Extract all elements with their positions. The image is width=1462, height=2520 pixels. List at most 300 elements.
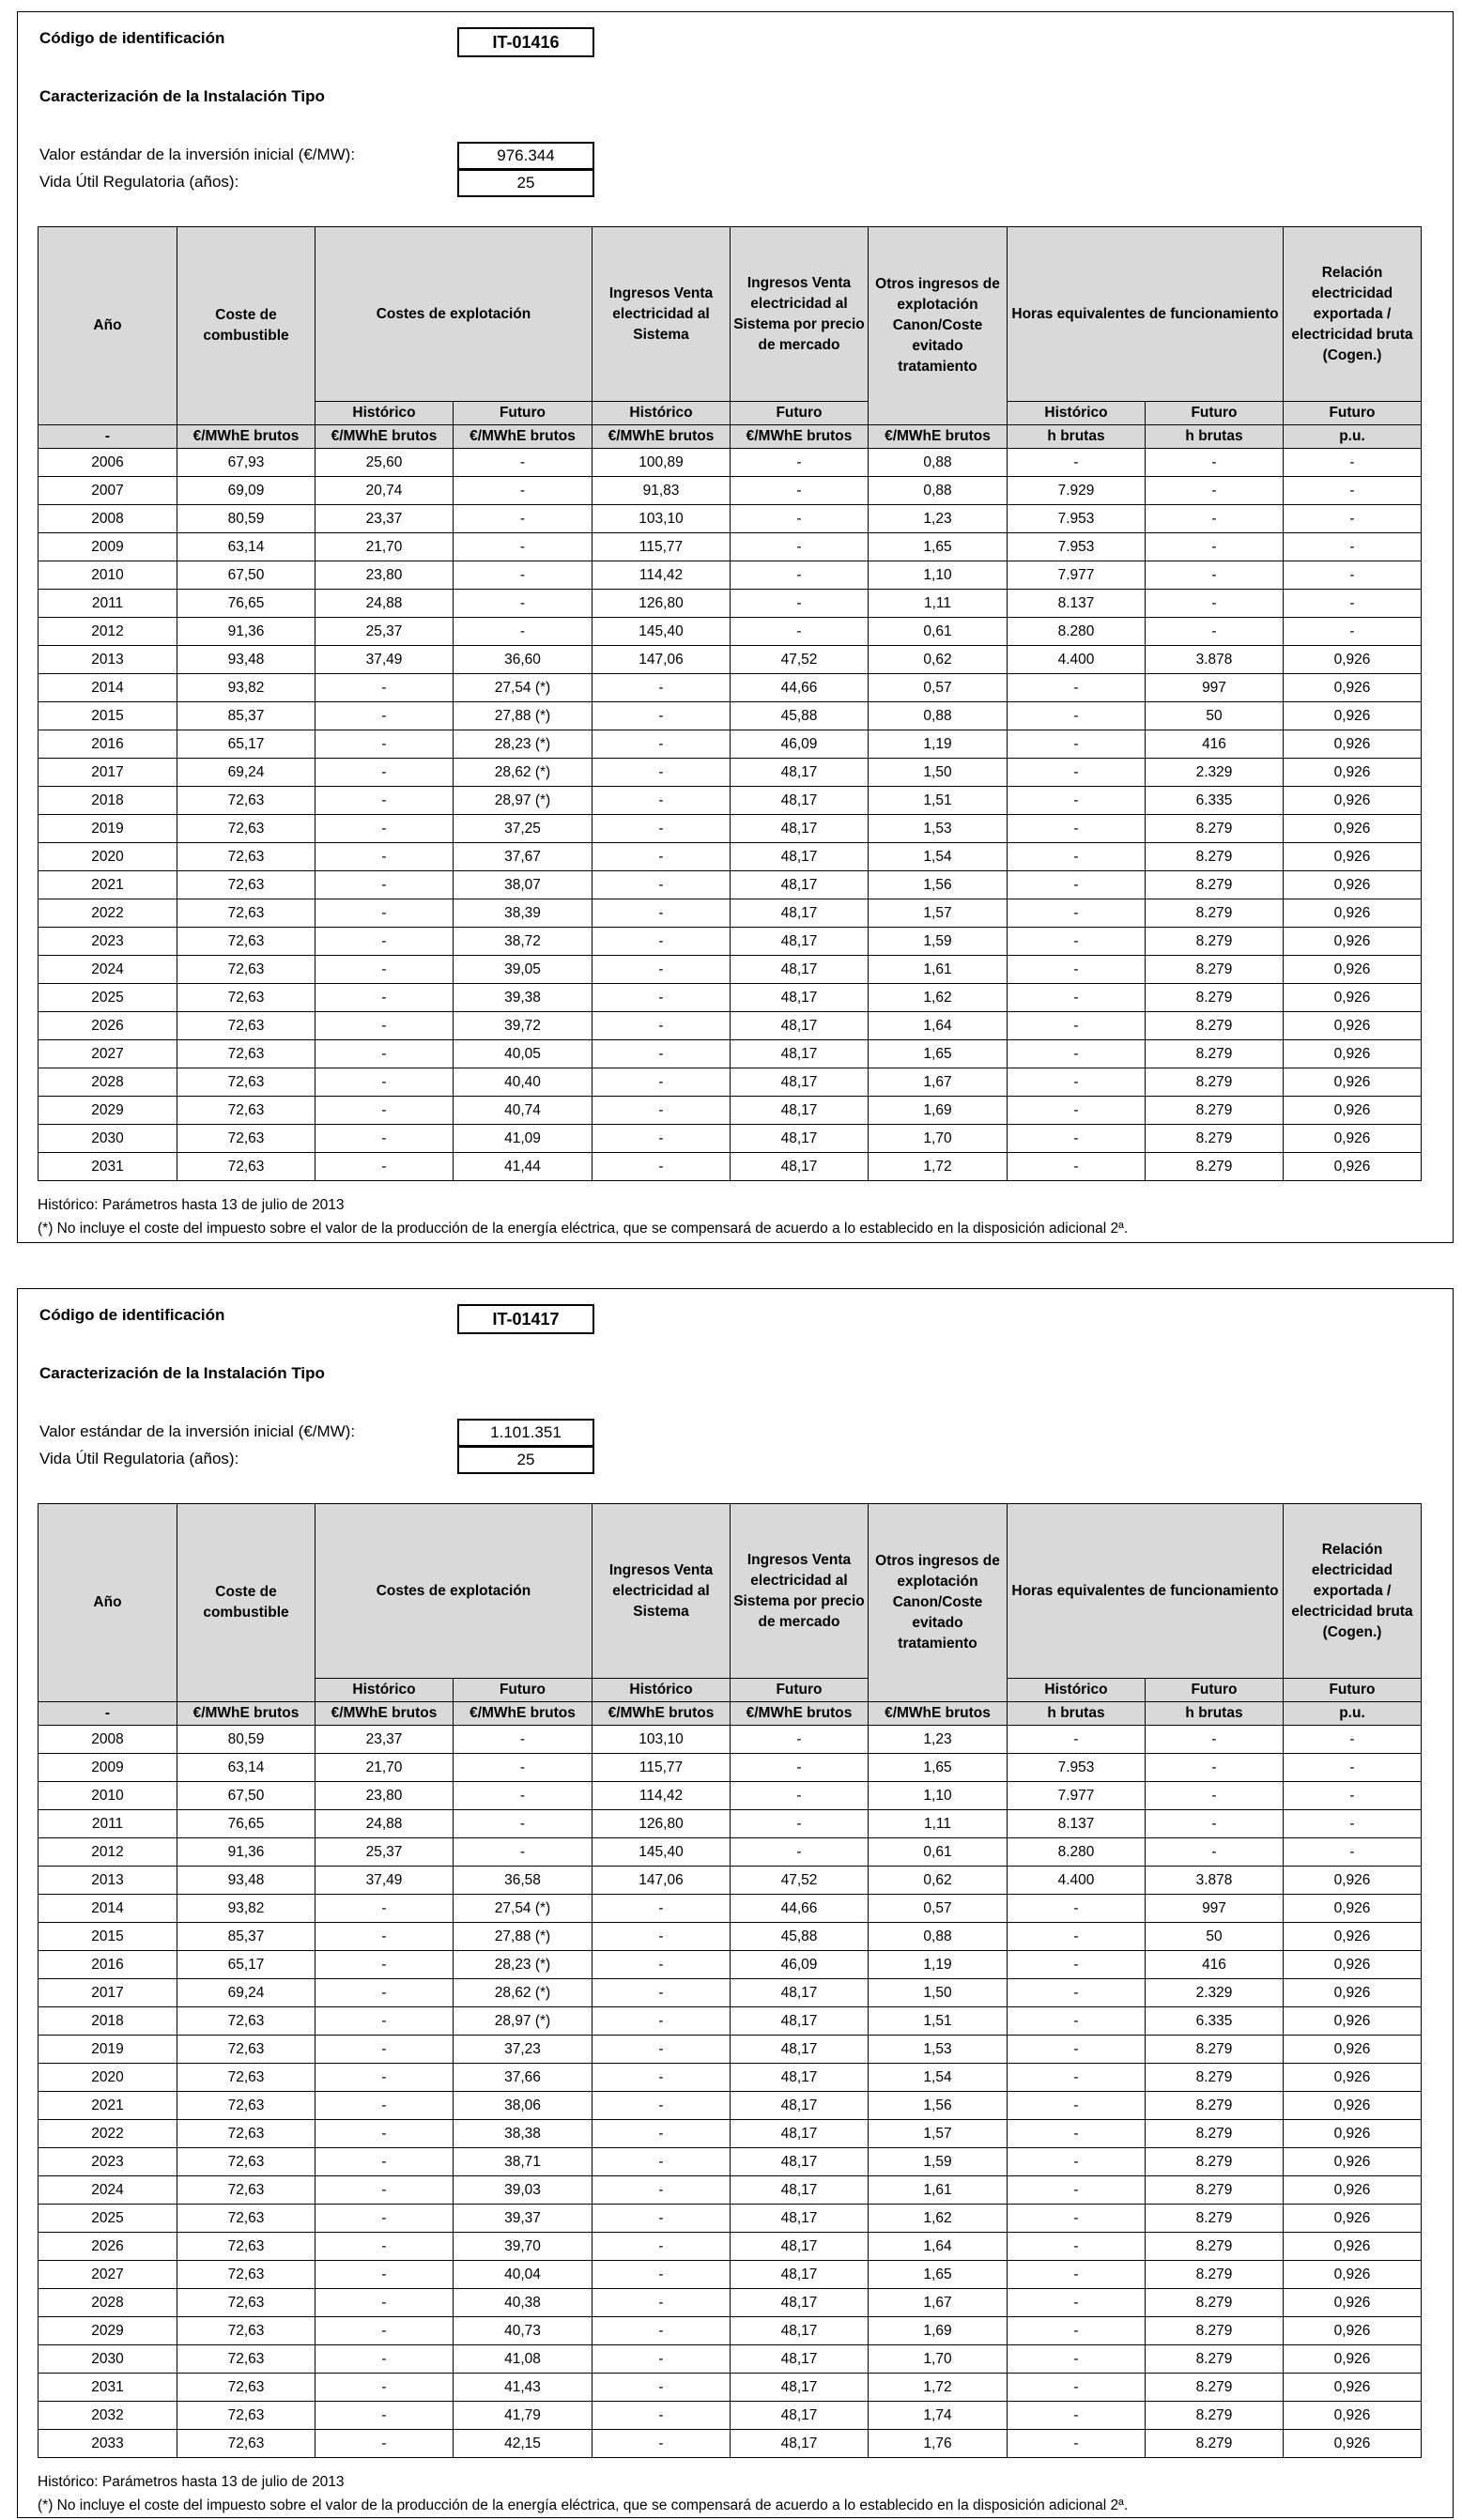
table-row	[38, 899, 1422, 928]
table-cell: 7.953	[1008, 505, 1146, 533]
table-cell: 38,07	[454, 871, 592, 899]
table-cell: -	[731, 1782, 869, 1810]
table-cell: -	[315, 2064, 454, 2092]
table-cell: 2022	[38, 899, 177, 928]
table-cell: 72,63	[177, 928, 315, 956]
table-cell: -	[592, 2233, 731, 2261]
unit-ratio: p.u.	[1284, 1702, 1422, 1726]
table-row	[38, 1125, 1422, 1153]
table-cell: 1,50	[869, 759, 1008, 787]
subheader-hours-fut: Futuro	[1146, 1679, 1284, 1702]
table-cell: 41,09	[454, 1125, 592, 1153]
table-cell: 1,67	[869, 2289, 1008, 2317]
table-cell: 2028	[38, 2289, 177, 2317]
table-cell: -	[592, 1153, 731, 1181]
table-cell: -	[1008, 1979, 1146, 2007]
table-cell: 8.279	[1146, 815, 1284, 843]
table-cell: 0,57	[869, 674, 1008, 702]
table-cell: 2032	[38, 2402, 177, 2430]
table-cell: 48,17	[731, 2176, 869, 2205]
subheader-opex-hist: Histórico	[315, 402, 454, 425]
table-cell: 2025	[38, 984, 177, 1012]
table-cell: -	[1284, 618, 1422, 646]
table-cell: 0,61	[869, 1838, 1008, 1867]
table-cell: -	[454, 1726, 592, 1754]
table-cell: -	[1146, 505, 1284, 533]
table-row	[38, 1951, 1422, 1979]
table-cell: -	[592, 2345, 731, 2374]
table-cell: -	[592, 2092, 731, 2120]
table-cell: 2009	[38, 533, 177, 561]
unit-hours-fut: h brutas	[1146, 425, 1284, 449]
table-cell: 1,53	[869, 815, 1008, 843]
table-cell: 39,70	[454, 2233, 592, 2261]
table-cell: 2017	[38, 759, 177, 787]
table-body	[38, 1726, 1422, 2458]
table-cell: 2021	[38, 2092, 177, 2120]
table-cell: -	[1284, 477, 1422, 505]
header-other: Otros ingresos de explotación Canon/Coste evitado tratamiento	[869, 227, 1008, 425]
table-cell: -	[1146, 618, 1284, 646]
table-cell: 42,15	[454, 2430, 592, 2458]
table-cell: -	[1008, 928, 1146, 956]
table-cell: -	[1008, 2289, 1146, 2317]
table-cell: 0,926	[1284, 2261, 1422, 2289]
table-row	[38, 477, 1422, 505]
table-cell: -	[731, 1810, 869, 1838]
note-asterisk: (*) No incluye el coste del impuesto sobre el valor de la producción de la energía eléctrica, que se compensará de acuerdo a lo establecido en la disposición adicional 2ª.	[38, 1221, 1129, 1237]
table-cell: -	[592, 899, 731, 928]
table-cell: 1,72	[869, 1153, 1008, 1181]
table-cell: -	[315, 956, 454, 984]
table-cell: 1,65	[869, 1040, 1008, 1068]
installation-panel-1	[17, 11, 1454, 1243]
header-sales: Ingresos Venta electricidad al Sistema	[592, 227, 731, 402]
table-cell: 72,63	[177, 2289, 315, 2317]
table-row	[38, 1068, 1422, 1097]
table-row	[38, 2148, 1422, 2176]
subheader-opex-fut: Futuro	[454, 1679, 592, 1702]
table-cell: 0,926	[1284, 2007, 1422, 2036]
table-cell: 2031	[38, 1153, 177, 1181]
table-cell: 1,11	[869, 590, 1008, 618]
subheader-opex-fut: Futuro	[454, 402, 592, 425]
table-cell: 40,74	[454, 1097, 592, 1125]
table-cell: -	[315, 674, 454, 702]
table-cell: 8.279	[1146, 1097, 1284, 1125]
table-cell: 0,926	[1284, 956, 1422, 984]
table-row	[38, 1726, 1422, 1754]
note-historical: Histórico: Parámetros hasta 13 de julio de 2013	[38, 1197, 345, 1213]
table-cell: 48,17	[731, 1153, 869, 1181]
table-cell: 145,40	[592, 618, 731, 646]
table-cell: -	[1008, 1895, 1146, 1923]
table-cell: 100,89	[592, 449, 731, 477]
table-cell: 2015	[38, 1923, 177, 1951]
table-cell: 72,63	[177, 2120, 315, 2148]
table-cell: 1,61	[869, 2176, 1008, 2205]
table-cell: 39,38	[454, 984, 592, 1012]
table-cell: 48,17	[731, 984, 869, 1012]
unit-ratio: p.u.	[1284, 425, 1422, 449]
table-cell: 0,926	[1284, 1867, 1422, 1895]
table-cell: 0,926	[1284, 1895, 1422, 1923]
table-cell: 1,64	[869, 1012, 1008, 1040]
table-cell: 2021	[38, 871, 177, 899]
table-cell: 8.279	[1146, 1068, 1284, 1097]
table-cell: 85,37	[177, 1923, 315, 1951]
table-cell: -	[592, 730, 731, 759]
table-cell: 0,62	[869, 1867, 1008, 1895]
table-cell: 2006	[38, 449, 177, 477]
table-cell: 41,79	[454, 2402, 592, 2430]
table-cell: 8.137	[1008, 590, 1146, 618]
table-cell: -	[1008, 984, 1146, 1012]
table-cell: 40,04	[454, 2261, 592, 2289]
table-cell: 2012	[38, 618, 177, 646]
table-cell: -	[1284, 1754, 1422, 1782]
table-cell: 72,63	[177, 2261, 315, 2289]
table-cell: 48,17	[731, 2233, 869, 2261]
subheader-hours-hist: Histórico	[1008, 402, 1146, 425]
table-cell: -	[731, 533, 869, 561]
table-cell: 67,93	[177, 449, 315, 477]
table-cell: 27,88 (*)	[454, 1923, 592, 1951]
table-cell: -	[592, 2430, 731, 2458]
header-ratio: Relación electricidad exportada / electricidad bruta (Cogen.)	[1284, 227, 1422, 402]
table-cell: 48,17	[731, 1040, 869, 1068]
table-row	[38, 449, 1422, 477]
table-cell: 0,926	[1284, 1979, 1422, 2007]
table-cell: 37,23	[454, 2036, 592, 2064]
table-cell: -	[592, 2402, 731, 2430]
table-cell: 72,63	[177, 2317, 315, 2345]
table-cell: 7.953	[1008, 533, 1146, 561]
table-cell: 48,17	[731, 2317, 869, 2345]
table-cell: -	[315, 1153, 454, 1181]
table-cell: 72,63	[177, 843, 315, 871]
table-cell: 65,17	[177, 1951, 315, 1979]
table-cell: 2019	[38, 2036, 177, 2064]
table-cell: 8.280	[1008, 618, 1146, 646]
table-cell: 72,63	[177, 984, 315, 1012]
table-cell: 45,88	[731, 1923, 869, 1951]
table-row	[38, 1923, 1422, 1951]
table-cell: 2028	[38, 1068, 177, 1097]
table-cell: 48,17	[731, 2007, 869, 2036]
table-cell: 1,69	[869, 2317, 1008, 2345]
table-cell: 85,37	[177, 702, 315, 730]
table-cell: 48,17	[731, 2092, 869, 2120]
table-cell: 80,59	[177, 505, 315, 533]
table-cell: 48,17	[731, 2430, 869, 2458]
table-cell: 1,51	[869, 787, 1008, 815]
table-row	[38, 674, 1422, 702]
table-cell: 7.929	[1008, 477, 1146, 505]
table-cell: 48,17	[731, 899, 869, 928]
table-cell: -	[1008, 1125, 1146, 1153]
table-row	[38, 618, 1422, 646]
table-cell: 67,50	[177, 1782, 315, 1810]
table-cell: 48,17	[731, 2064, 869, 2092]
unit-opex-hist: €/MWhE brutos	[315, 425, 454, 449]
table-cell: 27,54 (*)	[454, 674, 592, 702]
installation-panel-2	[17, 1288, 1454, 2518]
table-cell: -	[592, 2064, 731, 2092]
table-cell: 147,06	[592, 646, 731, 674]
table-cell: 0,926	[1284, 2430, 1422, 2458]
subheader-hours-fut: Futuro	[1146, 402, 1284, 425]
table-cell: 48,17	[731, 2345, 869, 2374]
data-table	[38, 226, 1422, 1181]
table-cell: 72,63	[177, 2064, 315, 2092]
table-cell: 2.329	[1146, 759, 1284, 787]
table-cell: 0,926	[1284, 2064, 1422, 2092]
subheader-ratio-fut: Futuro	[1284, 402, 1422, 425]
table-cell: 3.878	[1146, 1867, 1284, 1895]
table-cell: -	[592, 871, 731, 899]
table-cell: -	[1008, 1012, 1146, 1040]
table-cell: 8.137	[1008, 1810, 1146, 1838]
table-row	[38, 1153, 1422, 1181]
table-cell: 1,62	[869, 2205, 1008, 2233]
table-cell: -	[315, 899, 454, 928]
table-cell: 69,09	[177, 477, 315, 505]
table-cell: 2011	[38, 1810, 177, 1838]
table-cell: 50	[1146, 1923, 1284, 1951]
table-cell: 37,66	[454, 2064, 592, 2092]
table-cell: -	[731, 618, 869, 646]
investment-value: 1.101.351	[457, 1419, 594, 1447]
table-row	[38, 1012, 1422, 1040]
table-cell: 72,63	[177, 2205, 315, 2233]
table-cell: 114,42	[592, 561, 731, 590]
table-cell: -	[315, 843, 454, 871]
unit-market: €/MWhE brutos	[731, 1702, 869, 1726]
code-value: IT-01416	[457, 27, 594, 57]
table-cell: -	[1008, 2176, 1146, 2205]
table-row	[38, 2289, 1422, 2317]
header-fuel: Coste de combustible	[177, 227, 315, 425]
table-cell: 8.279	[1146, 2402, 1284, 2430]
table-cell: -	[1146, 1782, 1284, 1810]
table-cell: 0,926	[1284, 843, 1422, 871]
table-cell: -	[1008, 815, 1146, 843]
subheader-hours-hist: Histórico	[1008, 1679, 1146, 1702]
table-cell: 2010	[38, 1782, 177, 1810]
table-cell: 8.279	[1146, 2374, 1284, 2402]
table-cell: 8.280	[1008, 1838, 1146, 1867]
table-cell: -	[731, 449, 869, 477]
table-cell: -	[1284, 1726, 1422, 1754]
table-cell: 0,926	[1284, 1040, 1422, 1068]
table-cell: -	[592, 702, 731, 730]
table-cell: 0,926	[1284, 2036, 1422, 2064]
code-label: Código de identificación	[39, 1306, 225, 1324]
table-cell: 2018	[38, 2007, 177, 2036]
table-cell: 48,17	[731, 2120, 869, 2148]
table-cell: -	[1008, 1726, 1146, 1754]
table-cell: 72,63	[177, 956, 315, 984]
header-hours: Horas equivalentes de funcionamiento	[1008, 227, 1284, 402]
table-cell: -	[315, 2402, 454, 2430]
table-cell: 1,70	[869, 2345, 1008, 2374]
unit-hours-hist: h brutas	[1008, 425, 1146, 449]
table-row	[38, 730, 1422, 759]
table-cell: -	[731, 505, 869, 533]
table-cell: 4.400	[1008, 1867, 1146, 1895]
table-cell: 1,65	[869, 533, 1008, 561]
table-cell: -	[454, 590, 592, 618]
life-value: 25	[457, 1446, 594, 1474]
table-cell: -	[592, 2261, 731, 2289]
table-cell: 115,77	[592, 533, 731, 561]
table-cell: -	[1284, 1782, 1422, 1810]
table-cell: -	[592, 928, 731, 956]
table-cell: 103,10	[592, 1726, 731, 1754]
table-cell: 2029	[38, 2317, 177, 2345]
table-cell: 145,40	[592, 1838, 731, 1867]
table-cell: -	[315, 1895, 454, 1923]
life-label: Vida Útil Regulatoria (años):	[39, 173, 239, 191]
table-cell: 47,52	[731, 1867, 869, 1895]
table-cell: 72,63	[177, 1040, 315, 1068]
table-cell: 48,17	[731, 1012, 869, 1040]
unit-market: €/MWhE brutos	[731, 425, 869, 449]
investment-label: Valor estándar de la inversión inicial (€/MW):	[39, 1422, 356, 1440]
table-cell: -	[454, 477, 592, 505]
table-cell: -	[315, 2205, 454, 2233]
table-cell: -	[592, 1979, 731, 2007]
table-row	[38, 2036, 1422, 2064]
table-cell: -	[592, 759, 731, 787]
unit-opex-fut: €/MWhE brutos	[454, 1702, 592, 1726]
table-cell: -	[1008, 2064, 1146, 2092]
table-cell: 72,63	[177, 2402, 315, 2430]
table-cell: 38,38	[454, 2120, 592, 2148]
table-row	[38, 2345, 1422, 2374]
table-cell: 72,63	[177, 2176, 315, 2205]
subheader-sales-hist: Histórico	[592, 402, 731, 425]
table-cell: -	[315, 871, 454, 899]
unit-hours-fut: h brutas	[1146, 1702, 1284, 1726]
table-cell: 2016	[38, 730, 177, 759]
unit-year: -	[38, 1702, 177, 1726]
table-cell: 2013	[38, 1867, 177, 1895]
table-cell: -	[315, 2092, 454, 2120]
unit-other: €/MWhE brutos	[869, 425, 1008, 449]
table-cell: 76,65	[177, 590, 315, 618]
table-cell: -	[592, 1068, 731, 1097]
table-cell: -	[1008, 1040, 1146, 1068]
life-label: Vida Útil Regulatoria (años):	[39, 1450, 239, 1467]
code-label: Código de identificación	[39, 29, 225, 47]
table-cell: 2019	[38, 815, 177, 843]
table-cell: 2025	[38, 2205, 177, 2233]
table-cell: -	[1284, 561, 1422, 590]
unit-sales: €/MWhE brutos	[592, 1702, 731, 1726]
table-cell: -	[592, 1097, 731, 1125]
table-cell: 24,88	[315, 590, 454, 618]
table-cell: 2008	[38, 505, 177, 533]
table-row	[38, 843, 1422, 871]
table-cell: 6.335	[1146, 787, 1284, 815]
table-cell: 28,62 (*)	[454, 759, 592, 787]
table-cell: -	[1146, 1810, 1284, 1838]
table-cell: 2027	[38, 2261, 177, 2289]
table-cell: 36,58	[454, 1867, 592, 1895]
table-cell: 37,49	[315, 1867, 454, 1895]
table-cell: 80,59	[177, 1726, 315, 1754]
table-cell: 8.279	[1146, 2120, 1284, 2148]
unit-year: -	[38, 425, 177, 449]
table-cell: 8.279	[1146, 1012, 1284, 1040]
table-cell: 93,82	[177, 1895, 315, 1923]
note-asterisk: (*) No incluye el coste del impuesto sobre el valor de la producción de la energía eléctrica, que se compensará de acuerdo a lo establecido en la disposición adicional 2ª.	[38, 2497, 1129, 2513]
table-cell: -	[315, 1979, 454, 2007]
table-cell: -	[454, 618, 592, 646]
table-cell: 93,48	[177, 1867, 315, 1895]
table-cell: 72,63	[177, 2430, 315, 2458]
table-cell: 8.279	[1146, 956, 1284, 984]
table-cell: -	[592, 1951, 731, 1979]
table-cell: 4.400	[1008, 646, 1146, 674]
table-cell: 63,14	[177, 1754, 315, 1782]
table-row	[38, 1040, 1422, 1068]
table-cell: 46,09	[731, 1951, 869, 1979]
table-cell: 1,53	[869, 2036, 1008, 2064]
table-row	[38, 2064, 1422, 2092]
table-cell: 1,56	[869, 871, 1008, 899]
table-cell: -	[1008, 449, 1146, 477]
table-body	[38, 449, 1422, 1181]
table-cell: -	[315, 2148, 454, 2176]
table-cell: 39,05	[454, 956, 592, 984]
table-cell: 8.279	[1146, 1040, 1284, 1068]
table-cell: 0,926	[1284, 1097, 1422, 1125]
table-cell: 25,60	[315, 449, 454, 477]
unit-opex-fut: €/MWhE brutos	[454, 425, 592, 449]
table-cell: 1,11	[869, 1810, 1008, 1838]
header-hours: Horas equivalentes de funcionamiento	[1008, 1504, 1284, 1679]
table-row	[38, 1838, 1422, 1867]
table-cell: -	[592, 2205, 731, 2233]
table-cell: 48,17	[731, 1125, 869, 1153]
table-cell: 2024	[38, 956, 177, 984]
table-cell: 2022	[38, 2120, 177, 2148]
table-cell: 41,08	[454, 2345, 592, 2374]
subheader-sales-hist: Histórico	[592, 1679, 731, 1702]
table-cell: 72,63	[177, 2036, 315, 2064]
table-cell: 1,54	[869, 843, 1008, 871]
table-cell: -	[592, 984, 731, 1012]
subheader-ratio-fut: Futuro	[1284, 1679, 1422, 1702]
table-cell: 46,09	[731, 730, 869, 759]
table-cell: -	[731, 1838, 869, 1867]
table-cell: 72,63	[177, 899, 315, 928]
table-row	[38, 1810, 1422, 1838]
table-cell: 0,926	[1284, 1951, 1422, 1979]
table-cell: 8.279	[1146, 2205, 1284, 2233]
table-cell: 27,54 (*)	[454, 1895, 592, 1923]
table-cell: -	[315, 2007, 454, 2036]
table-row	[38, 871, 1422, 899]
table-row	[38, 787, 1422, 815]
header-year: Año	[38, 227, 177, 425]
table-cell: -	[315, 2036, 454, 2064]
table-cell: 40,73	[454, 2317, 592, 2345]
table-cell: -	[315, 815, 454, 843]
